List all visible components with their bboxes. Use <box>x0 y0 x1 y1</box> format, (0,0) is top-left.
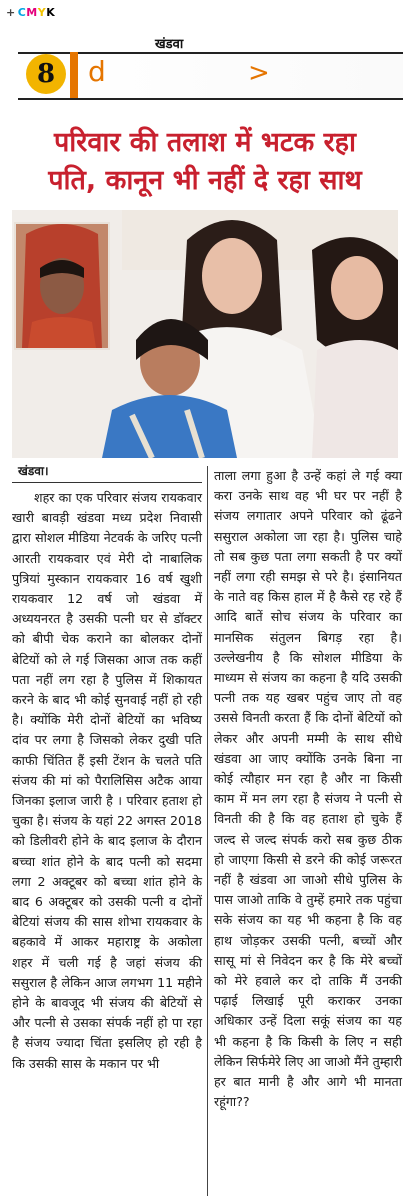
headline-line-1: परिवार की तलाश में भटक रहा <box>53 127 357 158</box>
dateline-rule <box>12 482 202 483</box>
article-column-left: शहर का एक परिवार संजय रायकवार खारी बावड़ी खंडवा मध्य प्रदेश निवासी द्वारा सोशल मीडिया नेटवर्क के जरिए पत्नी आरती रायकवार एवं मेरी दो नाबालिक पुत्रियां मुस्कान रायकवार 16 वर्ष खुशी रायकवार 12 वर्ष जो खंडवा में अध्ययनरत है उसकी पत्नी घर से डॉक्टर को बीपी चेक कराने का बोलकर दोनों बेटियों को ले गई जिसका आज तक कहीं पता नहीं लग रहा है पुलिस में शिकायत करने के बाद भी कोई सुनवाई नहीं हो रही है। क्योंकि मेरी दोनों बेटियों का भविष्य दांव पर लगा है जिसको लेकर दुखी पति काफी चिंतित हैं इसी टेंशन के चलते पति संजय की मां को पैरालिसिस अटैक आया जिनका इलाज जारी है । परिवार हताश हो चुका है। संजय के यहां 22 अगस्त 2018 को डिलीवरी होने के बाद इलाज के दौरान बच्चा शांत होने के बाद पत्नी को सदमा लगा 2 अक्टूबर को बच्चा शांत होने के बाद 6 अक्टूबर को उसकी पत्नी व दोनों बेटियां संजय की सास शोभा रायकवार के बहकावे में आकर महाराष्ट्र के अकोला शहर में चली गई है जहां संजय की ससुराल है लेकिन आज लगभग 11 महीने होने के बावजूद भी संजय की बेटियों से और पत्नी से उसका संपर्क नहीं हो पा रहा है संजय ज्यादा चिंता इसलिए हो रही है कि उसकी सास के मकान पर भी <box>12 490 202 1071</box>
headline-line-2: पति, कानून भी नहीं दे रहा साथ <box>48 165 362 196</box>
page-number-badge: 8 <box>26 54 66 94</box>
cmyk-k: K <box>46 6 56 19</box>
headline <box>10 124 400 200</box>
publication-logo: d <box>88 55 106 88</box>
column-divider <box>207 466 208 1196</box>
header-accent-bar <box>70 52 78 98</box>
inset-portrait <box>14 222 110 350</box>
cmyk-c: C <box>17 6 27 19</box>
portrait-icon <box>16 224 108 348</box>
section-name: खंडवा <box>155 37 184 52</box>
color-registration-mark <box>6 6 55 19</box>
plus-mark: + <box>6 6 16 19</box>
chevron-right-icon: > <box>248 58 270 88</box>
dateline: खंडवा। <box>18 464 49 478</box>
cmyk-y: Y <box>37 6 47 19</box>
cmyk-m: M <box>26 6 38 19</box>
article-column-right: ताला लगा हुआ है उन्हें कहां ले गई क्या करा उनके साथ वह भी घर पर नहीं है संजय लगातार अपने परिवार को ढूंढने ससुराल अकोला जा रहा है। पुलिस चाहे तो सब कुछ पता लगा सकती है पर क्यों नहीं लगा रही समझ से परे है। इंसानियत के नाते वह किस हाल में है कैसे रह रहे हैं आदि बातें सोच संजय के परिवार का मानसिक संतुलन बिगड़ रहा है। उल्लेखनीय है कि सोशल मीडिया के माध्यम से संजय का कहना है यदि उसकी पत्नी तक यह खबर पहुंच जाए तो वह उससे विनती करता हैं कि दोनों बेटियों को लेकर और अपनी मम्मी के साथ सीधे खंडवा आ जाए क्योंकि उनके बिना ना कोई त्यौहार मन रहा है और ना किसी काम में मन लग रहा है संजय ने पत्नी से विनती की है कि वह हताश हो चुके हैं जल्द से जल्द संपर्क करो सब कुछ ठीक हो जाएगा किसी से डरने की कोई जरूरत नहीं है खंडवा आ जाओ सीधे पुलिस के पास जाओ ताकि वे तुम्हें हमारे तक पहुंचा सके संजय का यह भी कहना है कि वह हाथ जोड़कर उसकी पत्नी, बच्चों और सासू मां से निवेदन कर है कि मेरे बच्चों को मेरे हवाले कर दो ताकि मैं उनकी पढ़ाई लिखाई पूरी कराकर उनका अधिकार उन्हें दिला सकूं संजय का यह भी कहना है कि किसी के लिए न सही लेकिन सिर्फमेरे लिए आ जाओ मैंने तुम्हारी हर बात मानी है और आगे भी मानता रहूंगा?? <box>214 468 402 1110</box>
